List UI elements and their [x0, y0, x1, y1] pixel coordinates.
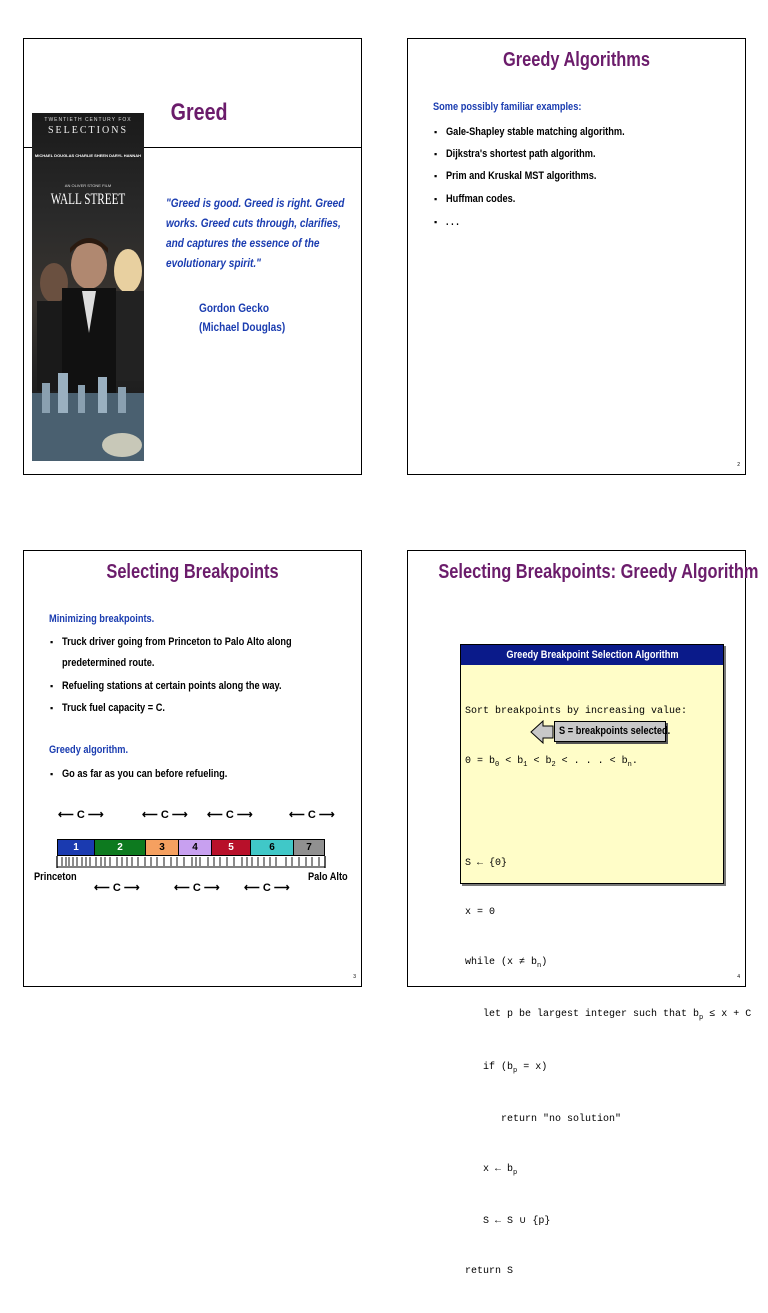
route-segment: 3: [145, 840, 178, 855]
poster-series: SELECTIONS: [48, 125, 128, 136]
capacity-arrow: ⟵ C ⟶: [58, 809, 104, 821]
slide-greedy-algorithms: [407, 38, 746, 475]
refueling-stations: [24, 856, 361, 872]
intro-text: Some possibly familiar examples:: [433, 101, 582, 113]
list-item: ▪ Truck driver going from Princeton to Palo Alto along: [50, 636, 292, 648]
route-diagram: [24, 806, 361, 906]
page-number: 2: [737, 462, 740, 468]
list-item: ▪ Prim and Kruskal MST algorithms.: [434, 170, 597, 182]
route-bar: [57, 839, 325, 856]
capacity-arrow: ⟵ C ⟶: [244, 882, 290, 894]
attribution-name: Gordon Gecko: [199, 301, 270, 315]
attribution-actor: (Michael Douglas): [199, 320, 286, 334]
poster-actors: MICHAEL DOUGLAS CHARLIE SHEEN DARYL HANNAH: [34, 153, 142, 158]
code-line: x ← $b_p$: [465, 1163, 518, 1177]
quote-line: evolutionary spirit.": [166, 256, 261, 270]
capacity-arrow: ⟵ C ⟶: [289, 809, 335, 821]
code-line: x = 0: [465, 907, 496, 918]
quote-line: "Greed is good. Greed is right. Greed: [166, 196, 345, 210]
algorithm-box: [460, 644, 752, 1277]
page-number: 3: [353, 974, 356, 980]
poster-figures: [32, 213, 144, 461]
pseudocode: [465, 671, 751, 1313]
capacity-arrow: ⟵ C ⟶: [142, 809, 188, 821]
heading-greedy: Greedy algorithm.: [49, 744, 129, 756]
list-item: ▪ . . .: [434, 216, 459, 228]
route-segment: 5: [211, 840, 250, 855]
route-segment: 2: [94, 840, 145, 855]
code-line: Sort breakpoints by increasing value:: [465, 706, 688, 717]
code-line: S ← {0}: [465, 857, 508, 869]
slide-greedy-algorithm: [407, 550, 759, 1277]
slide-selecting-breakpoints: [23, 550, 362, 987]
list-item: ▪ Go as far as you can before refueling.: [50, 768, 228, 780]
page-number: 4: [737, 974, 740, 980]
route-segment: 4: [178, 840, 211, 855]
poster-top-label: TWENTIETH CENTURY FOX: [44, 117, 132, 123]
code-line: let p be largest integer such that $b_p \le x + C$: [465, 1009, 752, 1022]
code-line: while $(x \ne b_n)$: [465, 956, 548, 970]
list-item: ▪ Refueling stations at certain points along the way.: [50, 680, 282, 692]
route-segment: 1: [58, 840, 94, 855]
route-segment: 6: [250, 840, 293, 855]
quote: [166, 193, 378, 273]
callout-box: S = breakpoints selected.: [554, 721, 666, 742]
list-item-continued: predetermined route.: [62, 657, 155, 669]
code-line: S ← S ∪ {p}: [465, 1216, 551, 1227]
quote-line: works. Greed cuts through, clarifies,: [166, 216, 341, 230]
wall-street-poster: [32, 113, 144, 461]
route-start-label: Princeton: [34, 871, 77, 883]
slide-title: Selecting Breakpoints: [106, 561, 279, 583]
slide-title: Selecting Breakpoints: Greedy Algorithm: [438, 561, 759, 583]
capacity-arrow: ⟵ C ⟶: [207, 809, 253, 821]
quote-attribution: [199, 299, 302, 337]
list-item: ▪ Gale-Shapley stable matching algorithm.: [434, 126, 625, 138]
list-item: ▪ Huffman codes.: [434, 193, 516, 205]
quote-line: and captures the essence of the: [166, 236, 320, 250]
algorithm-box-header: Greedy Breakpoint Selection Algorithm: [461, 645, 723, 665]
slide-greed: [23, 38, 362, 475]
route-segment: 7: [293, 840, 324, 855]
code-line: if $(b_p = x)$: [465, 1061, 548, 1075]
heading-minimizing: Minimizing breakpoints.: [49, 613, 155, 625]
list-item: ▪ Truck fuel capacity = C.: [50, 702, 165, 714]
list-item: ▪ Dijkstra's shortest path algorithm.: [434, 148, 596, 160]
slide-title: Greed: [170, 99, 228, 126]
route-end-label: Palo Alto: [308, 871, 348, 883]
code-line: $0 = b_0 < b_1 < b_2$ < . . . < $b_n$.: [465, 755, 638, 769]
code-line: return S: [465, 1265, 514, 1277]
poster-film-title: WALL STREET: [50, 191, 126, 208]
poster-credit: AN OLIVER STONE FILM: [64, 183, 112, 188]
capacity-arrow: ⟵ C ⟶: [174, 882, 220, 894]
capacity-arrow: ⟵ C ⟶: [94, 882, 140, 894]
code-line: return "no solution": [465, 1114, 622, 1125]
slide-title: Greedy Algorithms: [502, 49, 651, 71]
